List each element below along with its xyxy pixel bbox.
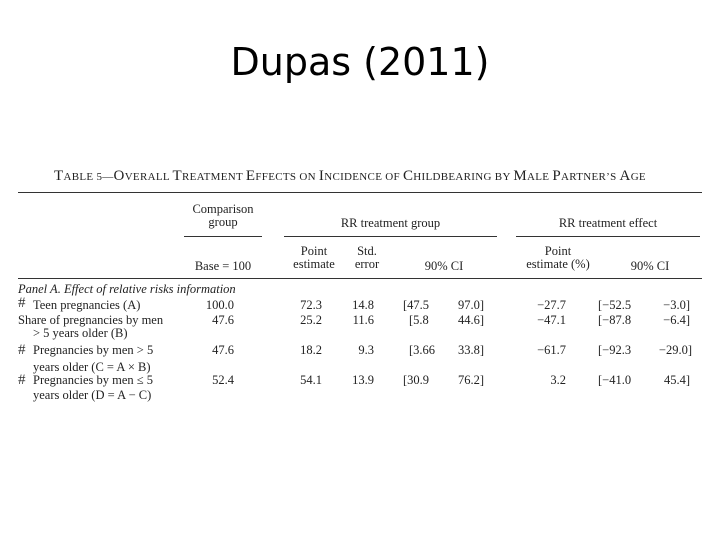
cell-ci-upper: 44.6]: [457, 313, 484, 327]
cell-ci-lower: [47.5: [403, 298, 430, 312]
header-rule-comparison: [184, 236, 262, 237]
cell-effect-ci-lower: [−92.3: [598, 343, 632, 357]
cell-base: 100.0: [205, 298, 234, 312]
cell-base: 52.4: [212, 373, 234, 387]
cell-effect-ci-upper: −3.0]: [663, 298, 690, 312]
header-comparison-group: Comparison group: [192, 202, 254, 229]
cell-effect: −47.1: [537, 313, 566, 327]
cell-ci-upper: 76.2]: [457, 373, 484, 387]
row-marker: #: [18, 372, 26, 388]
cell-effect-ci-upper: −6.4]: [663, 313, 690, 327]
cell-point: 18.2: [300, 343, 322, 357]
cell-ci-upper: 97.0]: [457, 298, 484, 312]
cell-effect-ci-upper: 45.4]: [663, 373, 690, 387]
cell-ci-lower: [3.66: [409, 343, 436, 357]
header-rr-treatment-effect: RR treatment effect: [558, 216, 658, 230]
header-rule-treatment-group: [284, 236, 497, 237]
row-label: Teen pregnancies (A): [33, 298, 141, 312]
cell-effect: −61.7: [537, 343, 566, 357]
header-bottom-rule: [18, 278, 702, 279]
cell-se: 11.6: [352, 313, 374, 327]
panel-label: Panel A. Effect of relative risks information: [18, 282, 236, 296]
cell-effect-ci-lower: [−52.5: [598, 298, 632, 312]
cell-effect-ci-lower: [−41.0: [598, 373, 632, 387]
header-base: Base = 100: [194, 259, 252, 273]
table-title: TABLE 5—OVERALL TREATMENT EFFECTS ON INCIDENCE OF CHILDBEARING BY MALE PARTNER’S AGE: [54, 168, 646, 184]
cell-point: 72.3: [300, 298, 322, 312]
header-std-error: Std. error: [354, 244, 380, 271]
cell-effect-ci-lower: [−87.8: [598, 313, 632, 327]
row-label: Pregnancies by men ≤ 5 years older (D = A − C): [33, 373, 154, 402]
cell-effect: −27.7: [537, 298, 566, 312]
table-top-rule: [18, 192, 702, 193]
cell-point: 25.2: [300, 313, 322, 327]
cell-base: 47.6: [212, 343, 234, 357]
slide-title: Dupas (2011): [230, 40, 490, 84]
cell-effect: 3.2: [550, 373, 566, 387]
cell-base: 47.6: [212, 313, 234, 327]
header-rule-treatment-effect: [516, 236, 700, 237]
cell-ci-lower: [5.8: [409, 313, 429, 327]
header-effect-ci-90: 90% CI: [630, 259, 670, 273]
cell-ci-lower: [30.9: [403, 373, 430, 387]
cell-ci-upper: 33.8]: [457, 343, 484, 357]
header-ci-90: 90% CI: [424, 259, 464, 273]
cell-se: 9.3: [358, 343, 374, 357]
cell-effect-ci-upper: −29.0]: [658, 343, 692, 357]
row-label: Pregnancies by men > 5 years older (C = A × B): [33, 343, 154, 374]
header-rr-treatment-group: RR treatment group: [340, 216, 441, 230]
cell-se: 13.9: [352, 373, 374, 387]
row-marker: #: [18, 342, 26, 358]
row-marker: #: [18, 295, 26, 311]
header-point-estimate: Point estimate: [293, 244, 335, 271]
header-effect-point: Point estimate (%): [526, 244, 590, 271]
cell-se: 14.8: [352, 298, 374, 312]
cell-point: 54.1: [300, 373, 322, 387]
row-label: Share of pregnancies by men > 5 years older (B): [18, 313, 164, 340]
